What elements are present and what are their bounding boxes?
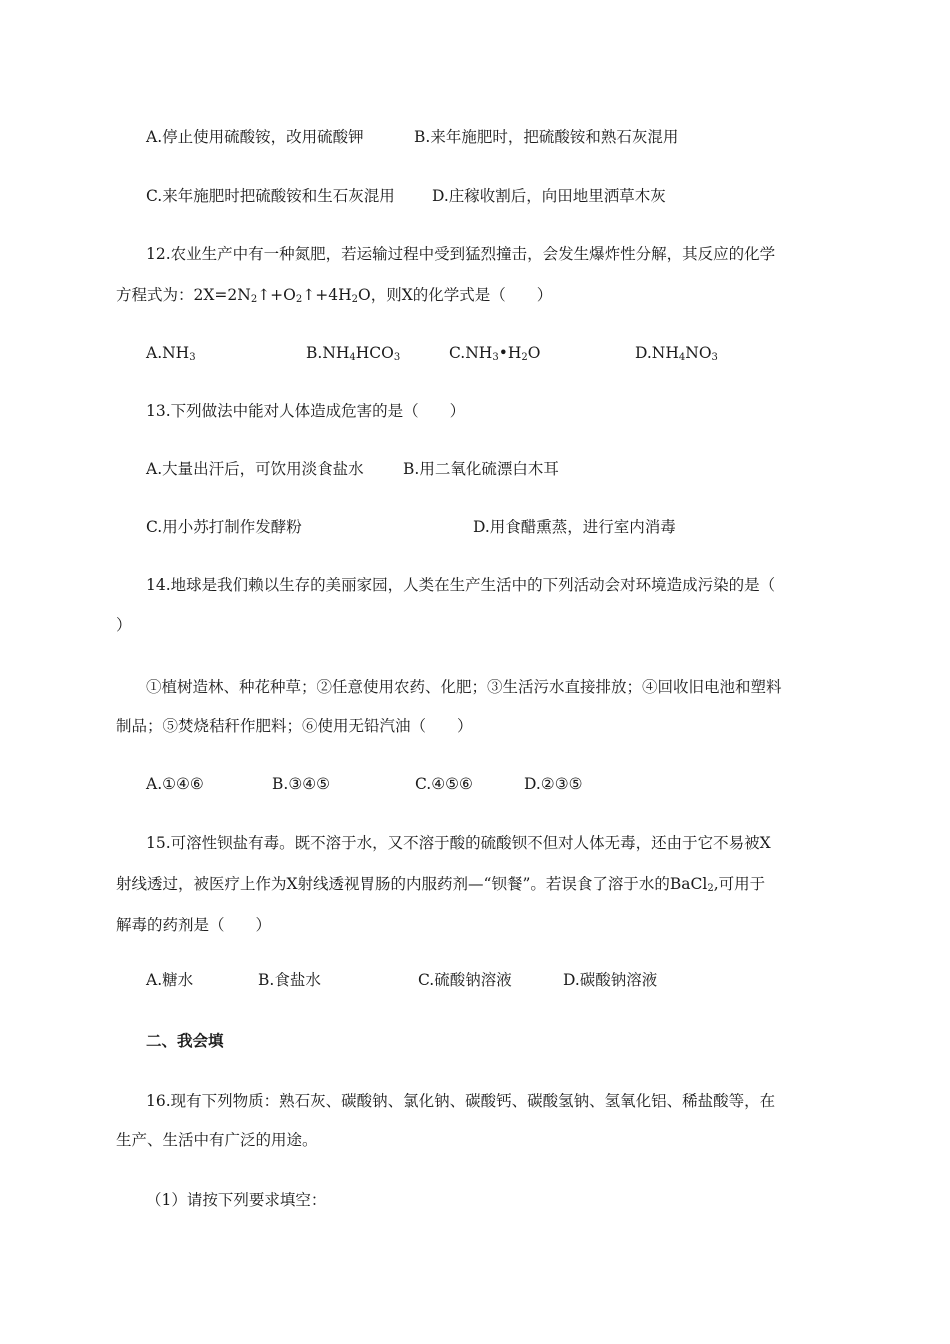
q15-stem-line2: 射线透过，被医疗上作为X射线透视胃肠的内服药剂—“钡餐”。若误食了溶于水的BaCl$_2$,可用于 [116,875,766,894]
q12-option-a: $A.NH_3$ [146,344,196,363]
q15-option-a: A.糖水 [146,971,194,989]
q14-list-line1: ①植树造林、种花种草；②任意使用农药、化肥；③生活污水直接排放；④回收旧电池和塑料 [146,678,782,696]
q12-option-b: $B.NH_4HCO_3$ [306,344,401,363]
q15-option-b: B.食盐水 [258,971,321,989]
q13-option-b: B.用二氧化硫漂白木耳 [403,460,559,478]
q14-list-line2: 制品；⑤焚烧秸秆作肥料；⑥使用无铅汽油（ ） [116,717,473,735]
q12-option-c: $C.NH_3•H_2O$ [449,344,541,363]
q13-option-d: D.用食醋熏蒸，进行室内消毒 [473,518,676,536]
section-title: 二、我会填 [146,1031,224,1050]
q13-option-a: A.大量出汗后，可饮用淡食盐水 [146,460,364,478]
q11-option-b: B.来年施肥时，把硫酸铵和熟石灰混用 [414,128,679,146]
q11-option-c: C.来年施肥时把硫酸铵和生石灰混用 [146,187,395,205]
q13-stem: 13.下列做法中能对人体造成危害的是（ ） [146,402,466,420]
q14-option-a: A.①④⑥ [146,775,204,793]
q12-option-d: $D.NH_4NO_3$ [635,344,718,363]
q11-option-d: D.庄稼收割后，向田地里洒草木灰 [432,187,666,205]
q12-stem-line2: 方程式为：$2X=2N_2↑+O_2↑+4H_2O$，则X的化学式是（ ） [116,286,553,305]
q14-option-b: B.③④⑤ [272,775,331,793]
q16-stem-line2: 生产、生活中有广泛的用途。 [116,1131,318,1149]
q15-stem-line3: 解毒的药剂是（ ） [116,916,272,934]
q12-stem-line1: 12.农业生产中有一种氮肥，若运输过程中受到猛烈撞击，会发生爆炸性分解，其反应的化学 [146,245,776,263]
q16-subquestion-1: （1）请按下列要求填空： [146,1191,327,1209]
q13-option-c: C.用小苏打制作发酵粉 [146,518,302,536]
q15-stem-line1: 15.可溶性钡盐有毒。既不溶于水，又不溶于酸的硫酸钡不但对人体无毒，还由于它不易被X [146,834,771,852]
q15-option-d: D.碳酸钠溶液 [563,971,658,989]
q14-stem-line1: 14.地球是我们赖以生存的美丽家园，人类在生产生活中的下列活动会对环境造成污染的是（ [146,576,776,594]
q14-option-c: C.④⑤⑥ [415,775,473,793]
q11-option-a: A.停止使用硫酸铵，改用硫酸钾 [146,128,364,146]
q15-option-c: C.硫酸钠溶液 [418,971,512,989]
q16-stem-line1: 16.现有下列物质：熟石灰、碳酸钠、氯化钠、碳酸钙、碳酸氢钠、氢氧化铝、稀盐酸等，在 [146,1092,776,1110]
q14-stem-line2: ） [116,616,132,634]
q14-option-d: D.②③⑤ [524,775,583,793]
